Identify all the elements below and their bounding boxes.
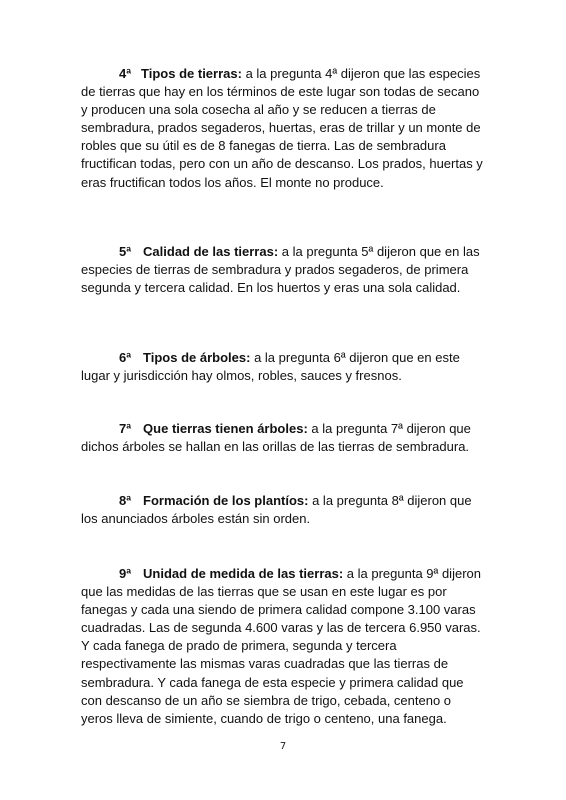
section-title: Unidad de medida de las tierras: [143, 566, 344, 581]
section-body: a la pregunta 8ª dijeron que los anunciados árboles están sin orden. [81, 493, 472, 527]
section-number: 5ª [119, 244, 132, 259]
section-title: Que tierras tienen árboles: [143, 421, 308, 436]
section-body: a la pregunta 4ª dijeron que las especies de tierras que hay en los términos de este lugar son todas de secano y producen una sola cosecha al año y se reducen a tierras de sembradura, prados segaderos, huertas, eras de trillar y un monte de robles que su útil es de 8 fanegas de tierra. Las de sembradura fructifican todas, pero con un año de descanso. Los prados, huertas y eras fructifican todos los años. El monte no produce. [81, 66, 483, 190]
section-7-que-tierras-tienen-arboles [81, 420, 485, 456]
section-paragraph [81, 492, 485, 528]
section-number: 4ª [119, 66, 132, 81]
section-6-tipos-de-arboles [81, 349, 485, 385]
section-title: Formación de los plantíos: [143, 493, 309, 508]
section-title: Calidad de las tierras: [143, 244, 279, 259]
section-paragraph [81, 565, 485, 728]
section-title: Tipos de tierras: [141, 66, 242, 81]
section-body: a la pregunta 9ª dijeron que las medidas de las tierras que se usan en este lugar es por fanegas y cada una siendo de primera calidad compone 3.100 varas cuadradas. Las de segunda 4.600 varas y las de tercera 6.950 varas. Y cada fanega de prado de primera, segunda y tercera respectivamente las mismas varas cuadradas que las tierras de sembradura. Y cada fanega de esta especie y primera calidad que con descanso de un año se siembra de trigo, cebada, centeno o yeros lleva de simiente, cuando de trigo o centeno, una fanega. [81, 566, 481, 726]
section-paragraph [81, 349, 485, 385]
section-body: a la pregunta 6ª dijeron que en este lugar y jurisdicción hay olmos, robles, sauces y fresnos. [81, 350, 460, 384]
section-number: 9ª [119, 566, 132, 581]
section-body: a la pregunta 5ª dijeron que en las especies de tierras de sembradura y prados segaderos, de primera segunda y tercera calidad. En los huertos y eras una sola calidad. [81, 244, 480, 296]
section-title: Tipos de árboles: [143, 350, 251, 365]
section-4-tipos-de-tierras [81, 65, 485, 192]
section-number: 6ª [119, 350, 132, 365]
section-body: a la pregunta 7ª dijeron que dichos árboles se hallan en las orillas de las tierras de sembradura. [81, 421, 471, 455]
page-number: 7 [279, 741, 287, 752]
section-8-formacion-de-los-plantios [81, 492, 485, 528]
section-number: 7ª [119, 421, 132, 436]
section-9-unidad-de-medida [81, 565, 485, 728]
section-paragraph [81, 420, 485, 456]
section-paragraph [81, 243, 485, 297]
section-paragraph [81, 65, 485, 192]
section-5-calidad-de-las-tierras [81, 243, 485, 297]
section-number: 8ª [119, 493, 132, 508]
